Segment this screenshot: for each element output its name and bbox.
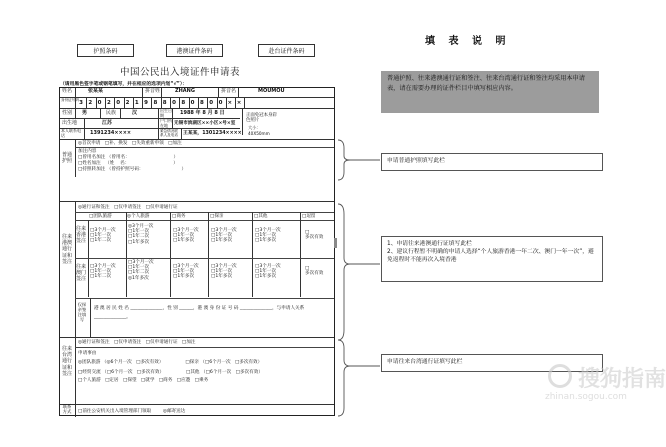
hk-visa-label: 往来香港签注 [76, 226, 87, 245]
id-digit: 2 [88, 100, 93, 106]
id-digit: 8 [199, 100, 204, 106]
watermark-url: zhinan.sogou.com [545, 392, 627, 402]
id-digit: 2 [125, 100, 130, 106]
hk-individual-options[interactable]: ◎3个月一次 □1年一次 □1年二次 □1年多次 [128, 224, 154, 245]
id-digit: 1 [134, 100, 139, 106]
taiwan-apply-options[interactable]: ◎通行证和签注 □仅申请签注 □仅申请通行证 □加注 [78, 340, 196, 345]
macau-family-options[interactable]: □3个月一次 □1年一次 □1年多次 [211, 264, 237, 280]
taiwan-callout-text: 申请往来台湾通行证填写此栏 [387, 359, 463, 365]
passport-section-label: 普通护照 [62, 152, 73, 165]
hk-header-family[interactable]: □探亲 [210, 214, 224, 219]
callout-braces [336, 140, 366, 430]
id-label: 身份证号码 [61, 98, 79, 102]
id-digit: 0 [97, 100, 102, 106]
macau-stay-options[interactable]: □ 多次有效 [305, 266, 324, 277]
hk-group-options[interactable]: □3个月一次 □1年一次 □1年二次 [90, 228, 116, 244]
passport-barcode-label: 护照条码 [93, 48, 118, 55]
passport-barcode-box [77, 44, 134, 57]
hk-macau-barcode-label: 港澳证件条码 [176, 48, 213, 55]
id-digit: 0 [116, 100, 121, 106]
ethnic-value: 汉 [132, 110, 138, 116]
taiwan-section-label: 往来台湾通行证和签注 [62, 346, 73, 377]
taiwan-reason-row1[interactable]: ◎团队旅游 （◎6个月一次 □多次有效） □探亲 （□6个月一次 □多次有效） [78, 360, 263, 365]
taiwan-section [60, 337, 334, 404]
contact-label: 联系方式 [62, 405, 72, 416]
id-digit: 0 [172, 100, 176, 106]
pinyin-surname-label: 拼音姓 [145, 88, 161, 94]
macau-group-options[interactable]: □3个月一次 □1年一次 □1年二次 [90, 264, 116, 280]
hk-stay-options[interactable]: □ 多次有效 [305, 230, 324, 241]
hk-brace [338, 204, 350, 340]
hukou-label: 户口所在地 [160, 118, 172, 128]
hk-header-individual[interactable]: ◎个人旅游 [127, 214, 150, 219]
id-digit: 8 [181, 100, 186, 106]
hk-family-resident-info[interactable]: 港 澳 居 民 姓 名 ______________，性 别 ______，港 澳 身 份 证 号 码 ______________，与申请人关系 ______________。 [94, 306, 305, 320]
application-form [59, 87, 335, 416]
hukou-value: 无锡市滨湖区××小区×号×室 [174, 121, 236, 126]
hk-callout-line2: 2、建议行程暂不明确的申请人选择“个人旅游香港一年二次、澳门一年一次”，避免返程时不能再次入境香港 [387, 249, 594, 263]
dob-value: 1988 年 8 月 8 日 [180, 110, 225, 116]
emergency-label: 紧急情况联系人及电话 [160, 129, 178, 138]
explain-box [381, 71, 599, 113]
hk-other-options[interactable]: □3个月一次 □1年一次 □1年多次 [255, 228, 281, 244]
sex-value: 男 [82, 110, 88, 116]
passport-transfer-option[interactable]: □持照转加注 （曾持护照号码： ） [78, 167, 187, 172]
hk-header-business[interactable]: □商务 [172, 214, 186, 219]
id-digit: × [236, 100, 242, 106]
explain-body: 普通护照、往来港澳通行证和签注、往来台湾通行证和签注均采用本申请表，请在需要办理的证件栏目中填写相应内容。 [387, 75, 585, 92]
hk-header-stay[interactable]: □逗留 [302, 214, 316, 219]
hk-header-group[interactable]: □团队旅游 [89, 214, 112, 219]
id-digit: 3 [79, 100, 83, 106]
ethnic-label: 民族 [106, 110, 117, 116]
name-label: 姓名 [62, 88, 73, 94]
dob-label: 出生日期 [160, 108, 172, 118]
taiwan-brace [338, 340, 350, 416]
form-title: 中国公民出入境证件申请表 [120, 67, 241, 78]
pinyin-given-value: MOUMOU [258, 88, 285, 94]
macau-individual-options[interactable]: □3个月一次 □1年一次 □1年二次 ◎1年多次 [128, 260, 154, 281]
pinyin-surname-value: ZHANG [175, 88, 195, 94]
macau-other-options[interactable]: □3个月一次 □1年一次 □1年多次 [255, 264, 281, 280]
id-row [60, 97, 334, 108]
macau-business-options[interactable]: □3个月一次 □1年一次 □1年多次 [173, 264, 199, 280]
id-digit-divider [244, 98, 245, 108]
photo-size: 大小：40X50mm [248, 125, 270, 136]
id-digit: 2 [106, 100, 111, 106]
taiwan-reason-row3[interactable]: □个人旅游 □定居 □探望 □就学 □商务 □应邀 □乘务 [78, 378, 209, 383]
birthplace-value: 江苏 [102, 120, 113, 126]
pinyin-given-label: 拼音名 [221, 88, 237, 94]
hk-macau-barcode-box [166, 44, 223, 57]
birthplace-row [60, 118, 240, 128]
photo-text: 正面免冠本身彩色照片 [246, 113, 277, 124]
id-digit: 8 [153, 100, 158, 106]
passport-apply-options[interactable]: ◎首次申请 □补、换发 □失效重新申领 □加注 [78, 141, 182, 146]
name-value: 张某某 [88, 88, 104, 94]
hk-family-only-label: 仅探亲签注填写 [77, 302, 87, 322]
taiwan-barcode-label: 赴台证件条码 [268, 48, 305, 55]
passport-brace [338, 140, 350, 180]
hk-family-options[interactable]: □3个月一次 □1年一次 □1年多次 [211, 228, 237, 244]
watermark-brand: 搜狗指南 [578, 367, 666, 392]
hk-section-label: 往来港澳通行证和签注 [62, 234, 73, 265]
passport-callout-text: 申请普通护照填写此栏 [387, 158, 445, 164]
hk-business-options[interactable]: □3个月一次 □1年一次 □1年多次 [173, 228, 199, 244]
photo-box [242, 108, 282, 135]
id-digit: 0 [218, 100, 223, 106]
macau-visa-label: 往来澳门签注 [76, 264, 87, 283]
hk-callout [381, 236, 603, 282]
passport-name-option[interactable]: □姓名加注 （姓 名： ） [78, 161, 178, 166]
sex-label: 性别 [62, 110, 73, 116]
phone-row [60, 128, 240, 139]
passport-callout [381, 153, 603, 171]
taiwan-reason-label: 申请事由 [78, 351, 97, 356]
id-digit: × [227, 100, 233, 106]
emergency-value: 王某某，1301234×××× [183, 131, 242, 136]
contact-options[interactable]: □前往公安机关出入境管理部门领取 ◎邮寄送达 [78, 409, 186, 414]
id-digit: 8 [162, 100, 167, 106]
passport-former-name-option[interactable]: □曾用名加注 （曾用名： ） [78, 155, 179, 160]
phone-label: 本人联系电话 [61, 128, 81, 138]
id-digit: 0 [209, 100, 214, 106]
passport-endorse-label: 加注内容 [78, 149, 97, 154]
name-row [60, 88, 334, 97]
passport-section [60, 139, 334, 177]
id-digit: 9 [144, 100, 148, 106]
hk-macau-section [60, 201, 334, 337]
sogou-logo-icon [548, 364, 572, 388]
taiwan-reason-row2[interactable]: □经贸交流 （□6个月一次 □多次有效） □其他 （□6个月一次 □多次有效） [78, 370, 263, 375]
taiwan-barcode-box [258, 44, 315, 57]
birthplace-label: 出生地 [62, 120, 78, 126]
explain-title: 填 表 说 明 [425, 36, 511, 47]
sex-row [60, 108, 334, 118]
hk-apply-options[interactable]: ◎通行证和签注 □仅申请签注 □仅申请通行证 [78, 205, 178, 210]
contact-row [60, 404, 334, 417]
hk-header-other[interactable]: □其他 [254, 214, 268, 219]
hk-callout-line1: 1、申请往来港澳通行证填写此栏 [387, 241, 472, 247]
form-note: （请用黑色签字笔或钢笔填写，并在相应的选项内划“√”）： [60, 82, 188, 87]
id-digit: 0 [190, 100, 195, 106]
phone-value: 1391234×××× [90, 130, 132, 136]
